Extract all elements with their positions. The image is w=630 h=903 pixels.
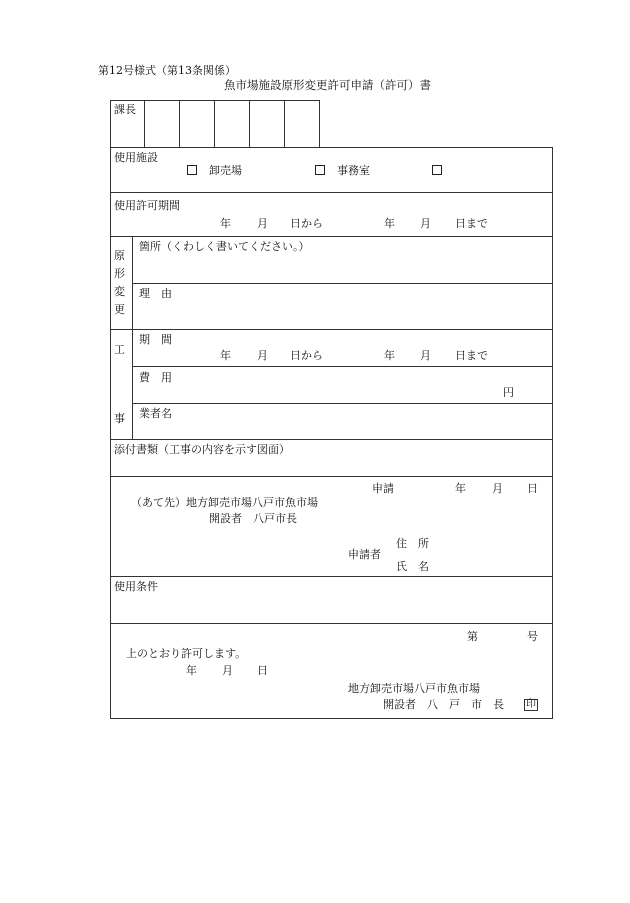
row-divider bbox=[110, 576, 552, 577]
form-title: 魚市場施設原形変更許可申請（許可）書 bbox=[224, 78, 431, 92]
option-wholesale-floor: 卸売場 bbox=[209, 164, 242, 177]
checkbox-other[interactable] bbox=[432, 165, 442, 175]
permit-year: 年 bbox=[186, 664, 197, 677]
checkbox-office[interactable] bbox=[315, 165, 325, 175]
apply-day: 日 bbox=[527, 482, 538, 495]
term-to-day: 日まで bbox=[455, 349, 488, 362]
row-divider bbox=[132, 403, 552, 404]
checkbox-wholesale-floor[interactable] bbox=[187, 165, 197, 175]
issuer-line2: 開設者 八 戸 市 長 bbox=[383, 698, 504, 711]
addressee-line1: （あて先）地方卸売市場八戸市魚市場 bbox=[131, 496, 318, 509]
facilities-label: 使用施設 bbox=[114, 151, 158, 164]
cost-unit: 円 bbox=[503, 386, 514, 399]
attachments-label: 添付書類（工事の内容を示す図面） bbox=[114, 443, 290, 456]
term-from-year: 年 bbox=[220, 349, 231, 362]
period-to-year: 年 bbox=[384, 217, 395, 230]
term-to-year: 年 bbox=[384, 349, 395, 362]
reason-label: 理 由 bbox=[139, 287, 172, 300]
term-from-month: 月 bbox=[257, 349, 268, 362]
stamp-divider bbox=[249, 100, 250, 147]
side-char: 原 bbox=[114, 249, 125, 262]
stamp-box-frame bbox=[110, 100, 320, 148]
cost-label: 費 用 bbox=[139, 371, 172, 384]
addressee-line2: 開設者 八戸市長 bbox=[209, 512, 297, 525]
period-from-month: 月 bbox=[257, 217, 268, 230]
period-to-month: 月 bbox=[420, 217, 431, 230]
construction-side-bottom: 事 bbox=[114, 412, 125, 425]
side-char: 形 bbox=[114, 267, 125, 280]
permission-text: 上のとおり許可します。 bbox=[126, 647, 247, 660]
contractor-label: 業者名 bbox=[139, 407, 172, 420]
construction-side-top: 工 bbox=[114, 343, 125, 356]
address-label: 住 所 bbox=[396, 537, 429, 550]
period-from-year: 年 bbox=[220, 217, 231, 230]
stamp-divider bbox=[284, 100, 285, 147]
term-from-day: 日から bbox=[290, 349, 323, 362]
section-chief-label: 課長 bbox=[114, 103, 136, 116]
permit-number-prefix: 第 bbox=[467, 630, 478, 643]
row-divider bbox=[110, 476, 552, 477]
issuer-line1: 地方卸売市場八戸市魚市場 bbox=[348, 682, 480, 695]
row-divider bbox=[110, 192, 552, 193]
row-divider bbox=[110, 439, 552, 440]
seal-mark: 印 bbox=[526, 699, 536, 710]
side-char: 更 bbox=[114, 303, 125, 316]
form-id: 第12号様式（第13条関係） bbox=[98, 64, 236, 77]
construction-term-label: 期 間 bbox=[139, 333, 172, 346]
name-label: 氏 名 bbox=[396, 560, 429, 573]
permit-month: 月 bbox=[222, 664, 233, 677]
row-divider bbox=[110, 329, 552, 330]
term-to-month: 月 bbox=[420, 349, 431, 362]
period-label: 使用許可期間 bbox=[114, 199, 180, 212]
row-divider bbox=[132, 366, 552, 367]
applicant-label: 申請者 bbox=[348, 548, 381, 561]
apply-label: 申請 bbox=[372, 482, 394, 495]
apply-month: 月 bbox=[492, 482, 503, 495]
stamp-divider bbox=[144, 100, 145, 147]
period-from-day: 日から bbox=[290, 217, 323, 230]
column-divider bbox=[132, 236, 133, 329]
row-divider bbox=[110, 236, 552, 237]
apply-year: 年 bbox=[455, 482, 466, 495]
period-to-day: 日まで bbox=[455, 217, 488, 230]
stamp-divider bbox=[179, 100, 180, 147]
location-label: 箇所（くわしく書いてください。） bbox=[139, 240, 310, 253]
column-divider bbox=[132, 329, 133, 439]
side-char: 変 bbox=[114, 285, 125, 298]
permit-number-suffix: 号 bbox=[527, 630, 538, 643]
stamp-divider bbox=[214, 100, 215, 147]
option-office: 事務室 bbox=[337, 164, 370, 177]
row-divider bbox=[132, 283, 552, 284]
row-divider bbox=[110, 623, 552, 624]
permit-day: 日 bbox=[257, 664, 268, 677]
conditions-label: 使用条件 bbox=[114, 580, 158, 593]
form-table bbox=[110, 147, 553, 719]
